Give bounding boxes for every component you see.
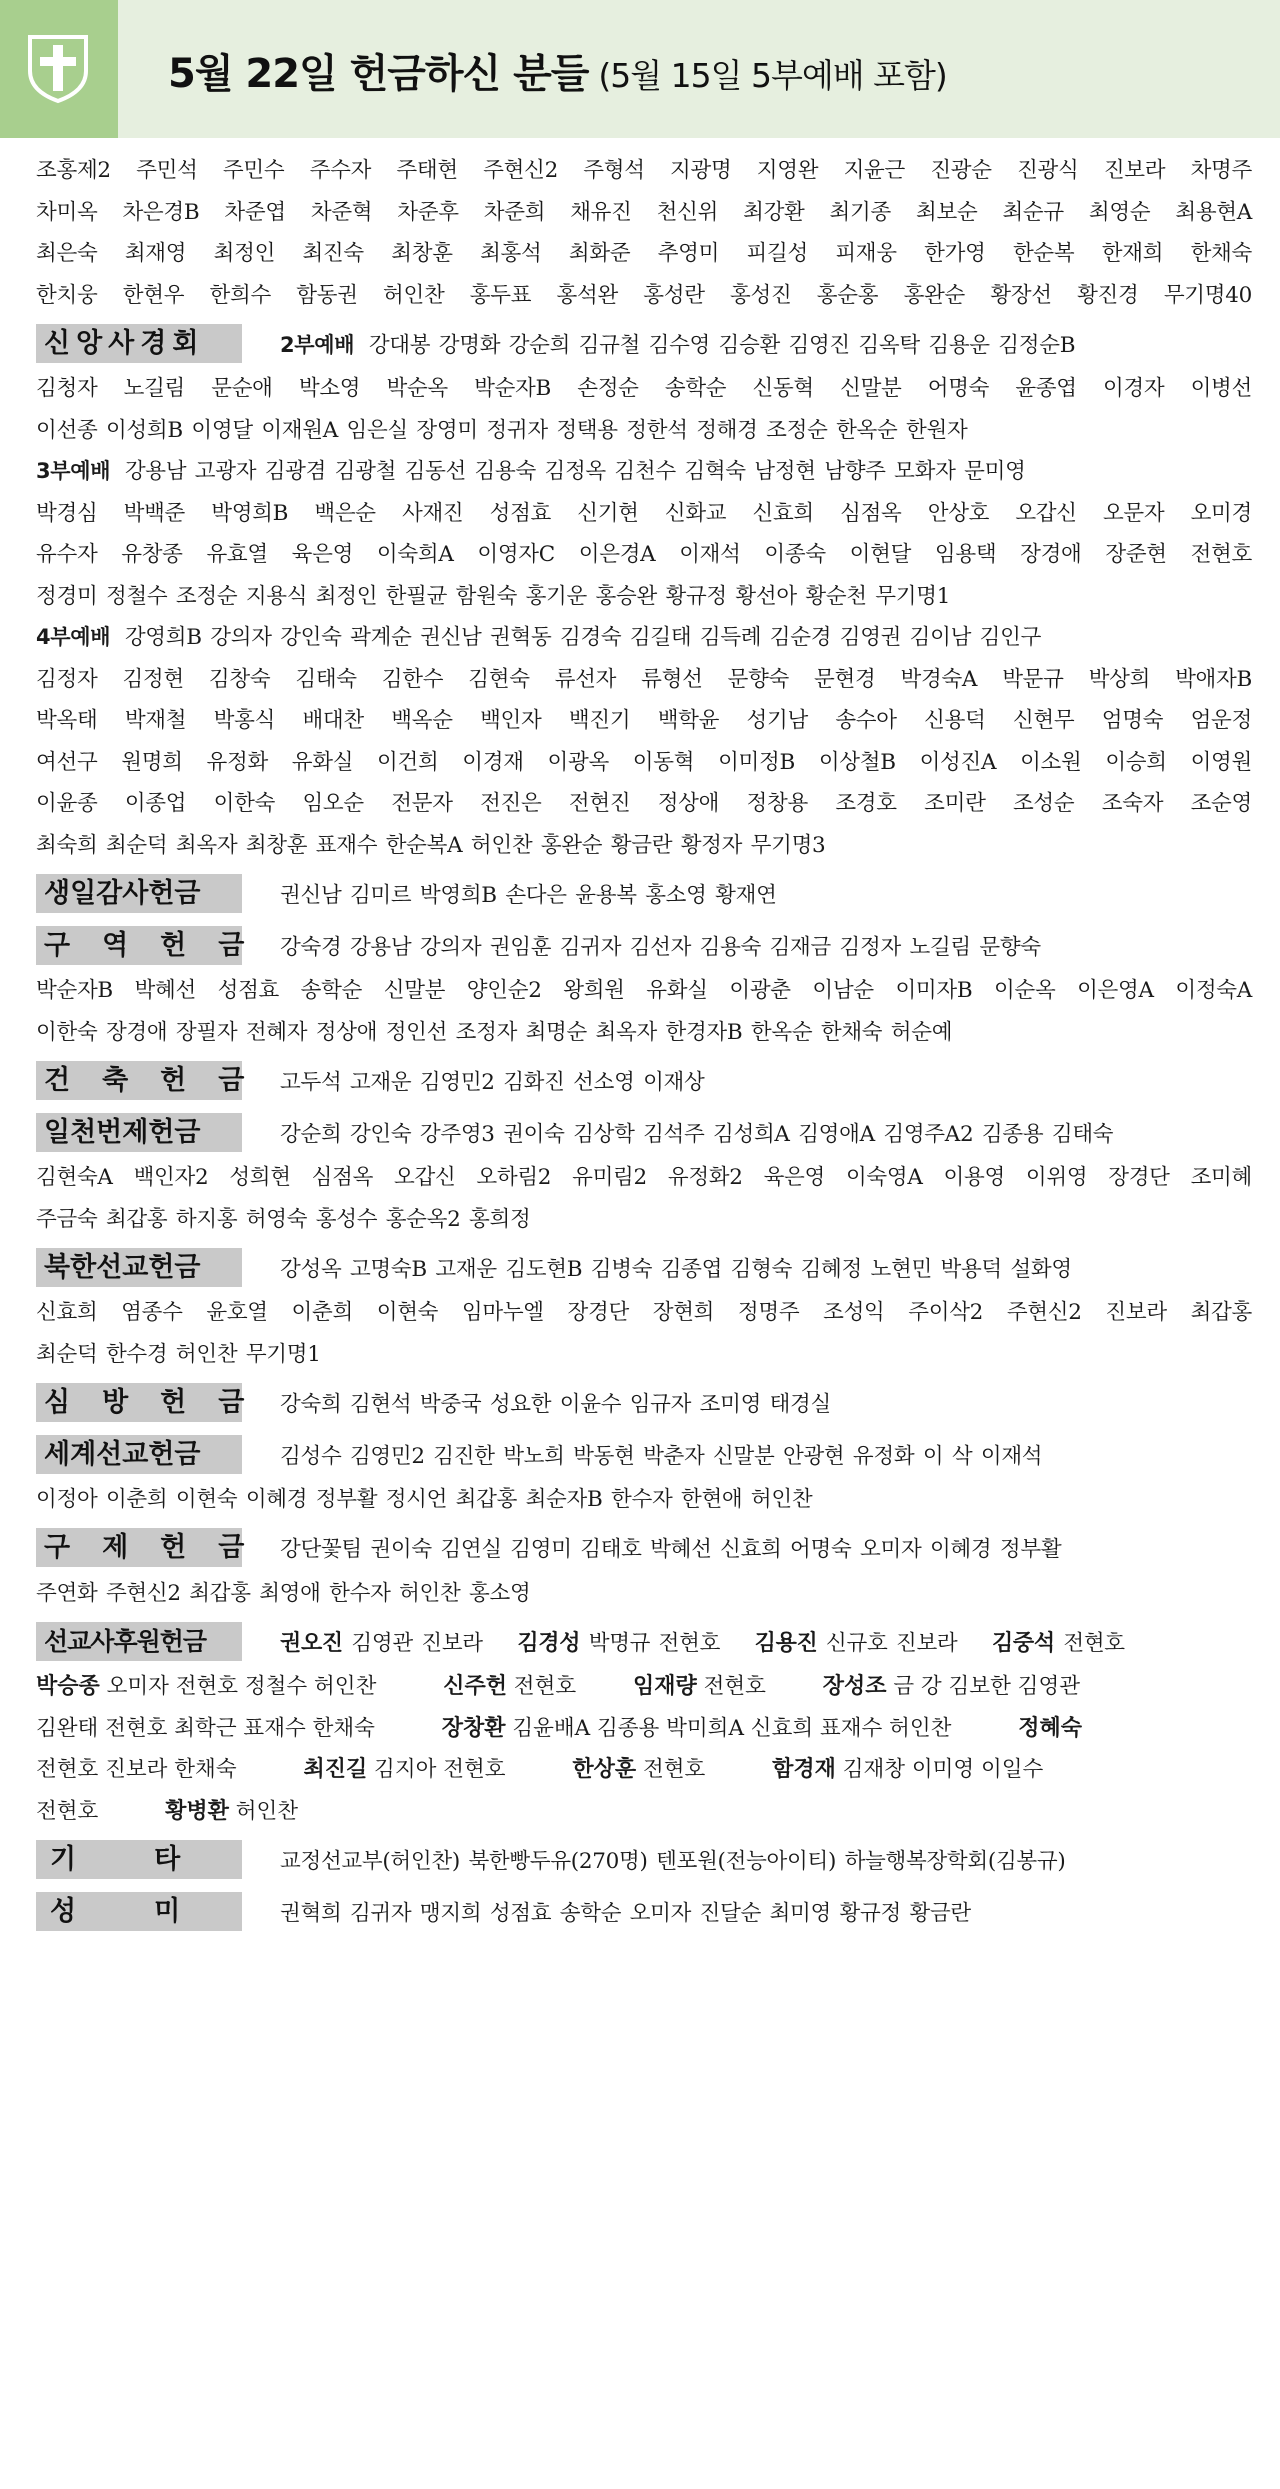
names-line: 이윤종 이종업 이한숙 임오순 전문자 전진은 전현진 정상애 정창용 조경호 조미란 조성순 조숙자 조순영 [36,791,1252,816]
donor-names: 김지아 전현호 [374,1757,506,1782]
missionary-name: 박승종 [36,1674,100,1699]
donor-names: 김영관 진보라 [351,1630,483,1656]
section-label: 건축헌금 [36,1061,242,1100]
section-building [36,1055,1252,1105]
offering-list [36,150,1252,1936]
names-line: 이선종 이성희B 이영달 이재원A 임은실 장영미 정귀자 정택용 정한석 정해경 조정순 한옥순 한원자 [36,417,968,443]
names-line: 정경미 정철수 조정순 지용식 최정인 한필균 함원숙 홍기운 홍승완 황규정 황선아 황순천 무기명1 [36,583,951,609]
section-names: 강단꽃팀 권이숙 김연실 김영미 김태호 박혜선 신효희 어명숙 오미자 이혜경 정부활 [280,1537,1062,1562]
section-thanksgiving [36,318,1252,368]
missionary-name: 김경성 [517,1630,581,1656]
missionary-name: 장성조 [822,1674,887,1699]
names-line: 김정자 김정현 김창숙 김태숙 김한수 김현숙 류선자 류형선 문향숙 문현경 박경숙A 박문규 박상희 박애자B [36,666,1252,692]
title-main: 5월 22일 헌금하신 분들 [168,51,589,97]
section-label: 선교사후원헌금 [36,1622,242,1661]
section-label: 일천번제헌금 [36,1113,242,1152]
names-text: 강대봉 강명화 강순희 김규철 김수영 김승환 김영진 김옥탁 김용운 김정순B [368,332,1076,358]
names-line: 박순자B 박혜선 성점효 송학순 신말분 양인순2 왕희원 유화실 이광춘 이남순 이미자B 이순옥 이은영A 이정숙A [36,978,1252,1003]
names-text: 강영희B 강의자 강인숙 곽계순 권신남 권혁동 김경숙 김길태 김득례 김순경 김영권 김이남 김인구 [124,625,1042,650]
missionary-name: 한상훈 [572,1757,637,1782]
section-label: 북한선교헌금 [36,1248,242,1287]
donor-names: 전현호 [1063,1630,1125,1656]
page-title [168,42,947,99]
section-names: 강순희 강인숙 강주영3 권이숙 김상학 김석주 김성희A 김영애A 김영주A2 김종용 김태숙 [280,1121,1114,1147]
names-line: 신효희 염종수 윤호열 이춘희 이현숙 임마누엘 장경단 장현희 정명주 조성익 주이삭2 주현신2 진보라 최갑홍 [36,1300,1252,1325]
page-header [0,0,1280,138]
donor-names: 신규호 진보라 [826,1630,958,1656]
section-label: 구제헌금 [36,1528,242,1567]
section-names: 권혁희 김귀자 맹지희 성점효 송학순 오미자 진달순 최미영 황규정 황금란 [280,1900,971,1926]
section-label: 구역헌금 [36,926,242,965]
missionary-name: 황병환 [165,1798,229,1824]
title-subtitle: (5월 15일 5부예배 포함) [598,56,947,95]
names-line [36,617,1252,659]
donor-names: 박명규 전현호 [588,1630,721,1656]
tithe-line: 최은숙 최재영 최정인 최진숙 최창훈 최홍석 최화준 추영미 피길성 피재웅 한가영 한순복 한재희 한채숙 [36,241,1252,266]
section-names: 교정선교부(허인찬) 북한빵두유(270명) 텐포원(전능아이티) 하늘행복장학회(김봉규) [280,1848,1066,1874]
missionary-name: 정혜숙 [1018,1715,1083,1741]
donor-names: 전현호 [642,1757,706,1782]
missionary-name: 최진길 [303,1757,368,1782]
donor-names: 전현호 [513,1674,577,1699]
section-label: 신앙사경회 [36,324,242,363]
donor-names: 김윤배A 김종용 박미희A 신효희 표재수 허인찬 [512,1715,952,1741]
section-district [36,920,1252,970]
section-label: 성미 [36,1892,242,1931]
names-line: 김청자 노길림 문순애 박소영 박순옥 박순자B 손정순 송학순 신동혁 신말분 어명숙 윤종엽 이경자 이병선 [36,376,1252,401]
section-missionary-support [36,1616,1252,1666]
donor-names: 전현호 진보라 한채숙 [36,1757,237,1782]
service-label: 3부예배 [36,459,111,483]
service-label: 2부예배 [280,332,355,357]
tithe-line: 한치웅 한현우 한희수 함동권 허인찬 홍두표 홍석완 홍성란 홍성진 홍순홍 홍완순 황장선 황진경 무기명40 [36,282,1252,308]
section-visitation [36,1377,1252,1427]
donor-names: 전현호 [36,1798,99,1824]
section-names: 강숙희 김현석 박중국 성요한 이윤수 임규자 조미영 태경실 [280,1391,831,1417]
donor-names: 전현호 [703,1674,766,1699]
section-birthday [36,868,1252,918]
donor-names: 김재창 이미영 이일수 [842,1757,1044,1782]
section-names [280,328,1252,359]
section-label: 심방헌금 [36,1383,242,1422]
section-label: 기타 [36,1840,242,1879]
names-line [36,1708,1252,1750]
tithe-line: 조홍제2 주민석 주민수 주수자 주태현 주현신2 주형석 지광명 지영완 지윤근 진광순 진광식 진보라 차명주 [36,158,1252,183]
missionary-name: 신주헌 [443,1674,507,1699]
section-thousandth [36,1107,1252,1157]
section-relief [36,1523,1252,1573]
section-names: 고두석 고재운 김영민2 김화진 선소영 이재상 [280,1069,705,1095]
names-text: 강용남 고광자 김광겸 김광철 김동선 김용숙 김정옥 김천수 김혁숙 남정현 남향주 모화자 문미영 [124,459,1026,484]
section-label: 세계선교헌금 [36,1435,242,1474]
section-label: 생일감사헌금 [36,874,242,913]
donor-names: 금 강 김보한 김영관 [893,1674,1080,1699]
missionary-name: 김용진 [754,1630,818,1656]
names-line: 김현숙A 백인자2 성희현 심점옥 오갑신 오하림2 유미림2 유정화2 육은영 이숙영A 이용영 이위영 장경단 조미혜 [36,1165,1252,1190]
service-label: 4부예배 [36,625,111,649]
section-rice [36,1886,1252,1936]
missionary-name: 임재량 [632,1674,697,1699]
section-names: 강숙경 강용남 강의자 권임훈 김귀자 김선자 김용숙 김재금 김정자 노길림 문향숙 [280,934,1041,960]
names-line [36,1666,1252,1708]
cross-shield-icon [24,33,92,103]
missionary-name: 김중석 [991,1630,1055,1656]
names-line: 이한숙 장경애 장필자 전혜자 정상애 정인선 조정자 최명순 최옥자 한경자B 한옥순 한채숙 허순예 [36,1019,953,1045]
logo [0,0,118,138]
tithe-line: 차미옥 차은경B 차준엽 차준혁 차준후 차준희 채유진 천신위 최강환 최기종 최보순 최순규 최영순 최용현A [36,199,1252,225]
missionary-name: 권오진 [280,1630,343,1656]
names-line: 박옥태 박재철 박홍식 배대찬 백옥순 백인자 백진기 백학윤 성기남 송수아 신용덕 신현무 엄명숙 엄운정 [36,708,1252,733]
names-line: 최순덕 한수경 허인찬 무기명1 [36,1341,321,1367]
section-names: 강성옥 고명숙B 고재운 김도현B 김병숙 김종엽 김형숙 김혜정 노현민 박용덕 설화영 [280,1256,1072,1282]
section-north-korea [36,1242,1252,1292]
names-line [36,451,1252,493]
section-names [280,1626,1252,1657]
section-names: 권신남 김미르 박영희B 손다은 윤용복 홍소영 황재연 [280,882,777,908]
missionary-name: 장창환 [441,1715,506,1741]
names-line [36,1791,1252,1833]
donor-names: 김완태 전현호 최학근 표재수 한채숙 [36,1715,375,1741]
missionary-name: 함경재 [772,1757,836,1782]
names-line: 이정아 이춘희 이현숙 이혜경 정부활 정시언 최갑홍 최순자B 한수자 한현애 허인찬 [36,1487,813,1512]
names-line: 박경심 박백준 박영희B 백은순 사재진 성점효 신기현 신화교 신효희 심점옥 안상호 오갑신 오문자 오미경 [36,500,1252,526]
names-line: 주금숙 최갑홍 하지홍 허영숙 홍성수 홍순옥2 홍희정 [36,1206,531,1232]
section-names: 김성수 김영민2 김진한 박노희 박동현 박춘자 신말분 안광현 유정화 이 삭 이재석 [280,1443,1043,1469]
section-world-mission [36,1429,1252,1479]
section-etc [36,1834,1252,1884]
names-line: 주연화 주현신2 최갑홍 최영애 한수자 허인찬 홍소영 [36,1580,531,1606]
names-line [36,1749,1252,1791]
names-line: 최숙희 최순덕 최옥자 최창훈 표재수 한순복A 허인찬 홍완순 황금란 황정자 무기명3 [36,832,826,858]
donor-names: 허인찬 [235,1798,299,1824]
names-line: 여선구 원명희 유정화 유화실 이건희 이경재 이광옥 이동혁 이미정B 이상철B 이성진A 이소원 이승희 이영원 [36,749,1252,775]
donor-names: 오미자 전현호 정철수 허인찬 [106,1674,377,1699]
names-line: 유수자 유창종 유효열 육은영 이숙희A 이영자C 이은경A 이재석 이종숙 이현달 임용택 장경애 장준현 전현호 [36,542,1252,567]
